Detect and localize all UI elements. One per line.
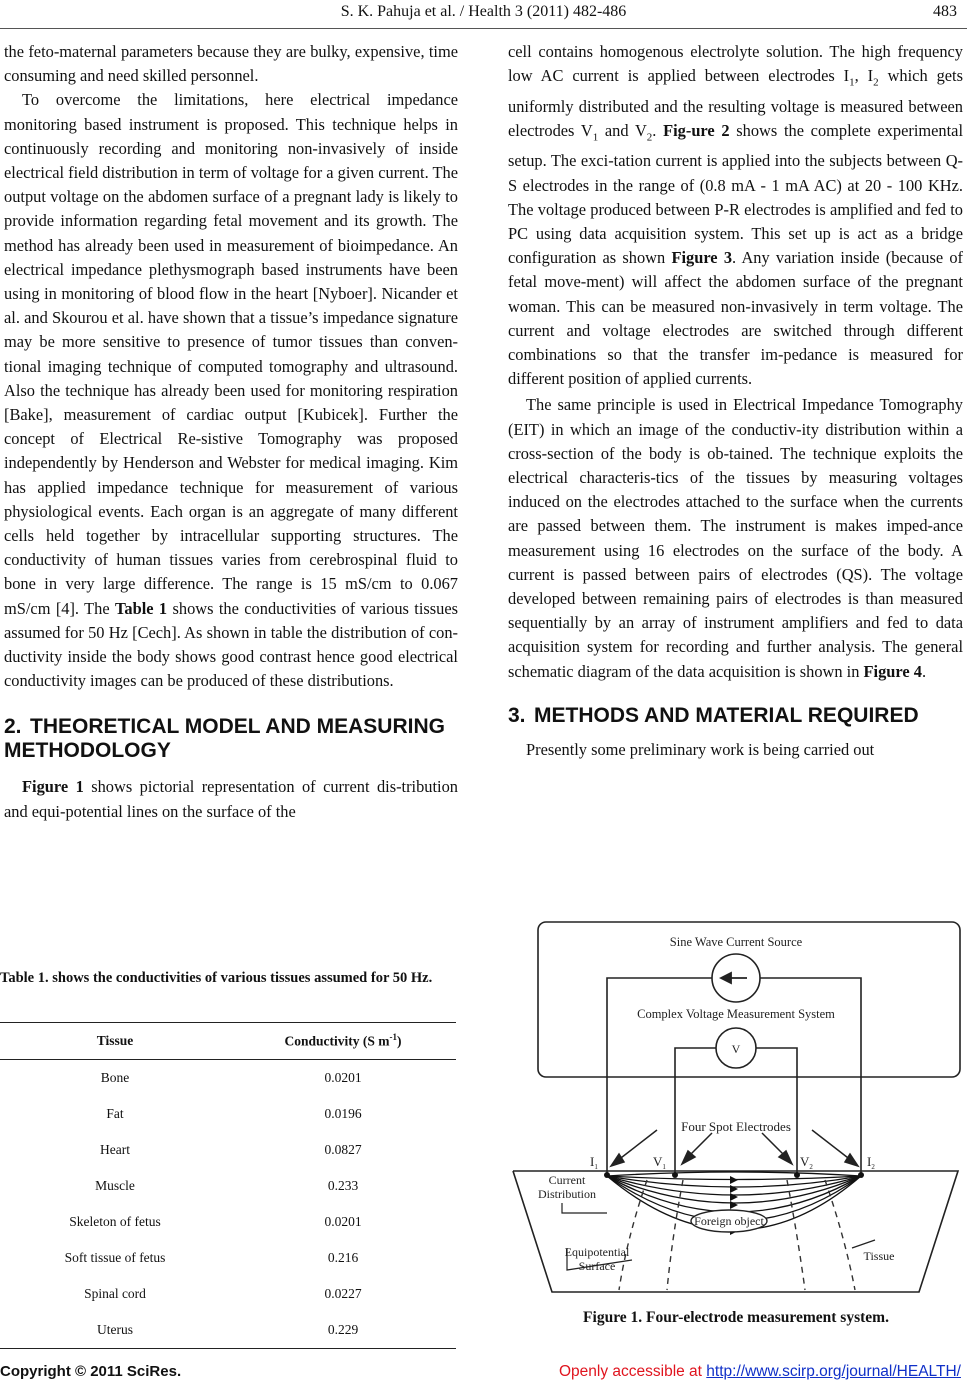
table-row — [0, 1132, 456, 1168]
section-2-heading — [4, 715, 458, 763]
right-column — [508, 40, 963, 762]
tissue-cell: Soft tissue of fetus — [64, 1250, 166, 1265]
figure-3-reference: Figure 3 — [671, 248, 733, 268]
tissue-cell: Muscle — [95, 1178, 135, 1193]
electrode-i1-label: $I_1$ — [590, 1154, 598, 1171]
right-paragraph-1: cell contains homogenous electrolyte solution. The high frequency low AC current is applied between electrodes $I_1$, $I_2$ which gets uniformly distributed and the resulting voltage is measured between electrodes $V_1$ and $V_2$. Fig-ure 2 shows the complete experimental setup. The exci-tation current is applied into the subjects between Q-S electrodes in the range of (0.8 mA - 1 mA AC) at 20 - 100 KHz. The voltage produced between P-R electrodes is amplified and fed to PC using data acquisition system. This set up is act as a bridge configuration as shown Figure 3. Any variation inside (because of fetal move-ment) will affect the abdomen surface of the pregnant woman. This can be measured non-invasively in term voltage. The current and voltage electrodes are switched through different combinations so that the transfer im-pedance is measured for different position of applied currents. — [508, 42, 964, 389]
table-row — [0, 1060, 456, 1097]
left-paragraph-3: Figure 1 shows pictorial representation of current dis-tribution and equi-potential lines on the surface of the — [4, 777, 458, 821]
electrode-v2-label: $V_2$ — [800, 1154, 813, 1171]
conductivity-cell: 0.233 — [327, 1178, 359, 1193]
figure-1-reference: Figure 1 — [22, 777, 84, 797]
right-paragraph-2: The same principle is used in Electrical Impedance Tomography (EIT) in which an image of the conductiv-ity distribution within a cross-section of the body is ob-tained. The technique exploits the electrical characteris-tics of the tissues by measuring voltages induced on the electrodes attached to the surface when the currents are passed between them. The instrument is makes imped-ance measurement using 16 electrodes on the surface of the body. A current is passed between pairs of electrodes (QS). The voltage developed between remaining pairs of electrodes is than measured sequentially by an array of instrument amplifiers and fed to data acquisition system for recording and further analysis. The general schematic diagram of the data acquisition is shown in Figure 4. — [508, 395, 963, 681]
left-column — [4, 40, 458, 824]
figure-2-reference: Fig-ure 2 — [663, 120, 730, 140]
electrode-v1-label: $V_1$ — [653, 1154, 666, 1171]
figure-caption: Figure 1. Four-electrode measurement system. — [583, 1309, 889, 1326]
running-title: S. K. Pahuja et al. / Health 3 (2011) 482-486 — [340, 3, 627, 20]
tissue-cell: Bone — [100, 1070, 130, 1085]
conductivity-cell: 0.0227 — [324, 1286, 362, 1301]
figure-4-reference: Figure 4 — [863, 661, 922, 681]
voltage-measurement-label: Complex Voltage Measurement System — [637, 1007, 835, 1021]
table-row — [0, 1204, 456, 1240]
right-paragraph-3: Presently some preliminary work is being carried out — [526, 739, 875, 759]
tissue-cell: Heart — [100, 1142, 130, 1157]
footer-copyright: Copyright © 2011 SciRes. — [0, 1363, 182, 1380]
conductivity-table — [0, 1022, 456, 1349]
section-3-number: 3. — [508, 703, 526, 727]
electrode-i2-label: $I_2$ — [867, 1154, 875, 1171]
tissue-cell: Uterus — [0, 1312, 230, 1349]
current-distribution-label-2: Distribution — [537, 1187, 597, 1201]
table-row — [0, 1276, 456, 1312]
section-2-title: THEORETICAL MODEL AND MEASURING METHODOLOGY — [4, 715, 445, 763]
conductivity-cell: 0.216 — [327, 1250, 359, 1265]
tissue-cell: Skeleton of fetus — [69, 1214, 161, 1229]
equipotential-label-1: Equipotential — [564, 1245, 630, 1259]
foreign-object-label: Foreign object — [694, 1214, 764, 1228]
running-header — [0, 0, 967, 30]
four-spot-electrodes-label: Four Spot Electrodes — [681, 1119, 791, 1134]
page-number: 483 — [933, 3, 957, 20]
voltmeter-label: V — [731, 1042, 741, 1056]
sine-wave-source-label: Sine Wave Current Source — [669, 935, 803, 949]
table-row — [0, 1312, 456, 1349]
table-header-conductivity: Conductivity (S $m^{-1}$) — [230, 1023, 456, 1060]
header-rule — [0, 28, 967, 29]
journal-link[interactable]: http://www.scirp.org/journal/HEALTH/ — [706, 1363, 961, 1380]
section-3-title: METHODS AND MATERIAL REQUIRED — [534, 703, 919, 727]
conductivity-cell: 0.0201 — [324, 1070, 362, 1085]
left-paragraph-2: To overcome the limitations, here electrical impedance monitoring based instrument is proposed. This technique helps in continuously recording and monitoring non-invasively of inside electrical field distribution in term of voltage for a given current. The output voltage on the abdomen surface of a pregnant lady is likely to provide information regarding fetal movement and its growth. The method has already been used in measurement of bioimpedance. An electrical impedance plethysmograph based instruments have been using in monitoring of blood flow in the heart [Nyboer]. Nicander et al. and Skourou et al. have shown that a tissue’s impedance signature may be more sensitive to presence of tumor tissues than conven-tional imaging technique of computed tomography and ultrasound. Also the technique has already been used for monitoring respiration [Bake], measurement of cardiac output [Kubicek]. Further the concept of Electrical Re-sistive Tomography was proposed independently by Henderson and Webster for medical imaging. Kim has applied impedance technique for measurement of various physiological events. Each organ is an aggregate of many different cells held together by intracellular supporting structures. The conductivity of human tissues varies from cerebrospinal fluid to bone in very large difference. The range is 15 mS/cm to 0.067 mS/cm [4]. The Table 1 shows the conductivities of various tissues assumed for 50 Hz [Cech]. As shown in table the distribution of con-ductivity inside the body shows good contrast hence good electrical conductivity images can be produced of these distributions. — [4, 90, 458, 691]
conductivity-cell: 0.0827 — [324, 1142, 362, 1157]
footer-access: Openly accessible at http://www.scirp.org/journal/HEALTH/ — [558, 1363, 961, 1380]
conductivity-cell: 0.229 — [230, 1312, 456, 1349]
conductivity-cell: 0.0201 — [324, 1214, 362, 1229]
left-paragraph-1: the feto-maternal parameters because they are bulky, expensive, time consuming and need skilled personnel. — [4, 42, 458, 86]
table-row — [0, 1168, 456, 1204]
conductivity-cell: 0.0196 — [324, 1106, 362, 1121]
table-1-reference: Table 1 — [114, 598, 168, 618]
current-distribution-label-1: Current — [548, 1173, 586, 1187]
table-header-tissue: Tissue — [0, 1023, 230, 1060]
wire-v2 — [756, 1048, 797, 1176]
section-3-heading — [508, 704, 963, 728]
section-2-number: 2. — [4, 715, 22, 739]
table-caption: Table 1. shows the conductivities of various tissues assumed for 50 Hz. — [0, 970, 433, 986]
table-row — [0, 1096, 456, 1132]
tissue-cell: Spinal cord — [84, 1286, 146, 1301]
tissue-label: Tissue — [863, 1249, 895, 1263]
four-electrode-figure — [507, 918, 964, 1298]
table-row — [0, 1240, 456, 1276]
tissue-cell: Fat — [106, 1106, 124, 1121]
table-header-row — [0, 1023, 456, 1060]
equipotential-label-2: Surface — [578, 1259, 616, 1273]
